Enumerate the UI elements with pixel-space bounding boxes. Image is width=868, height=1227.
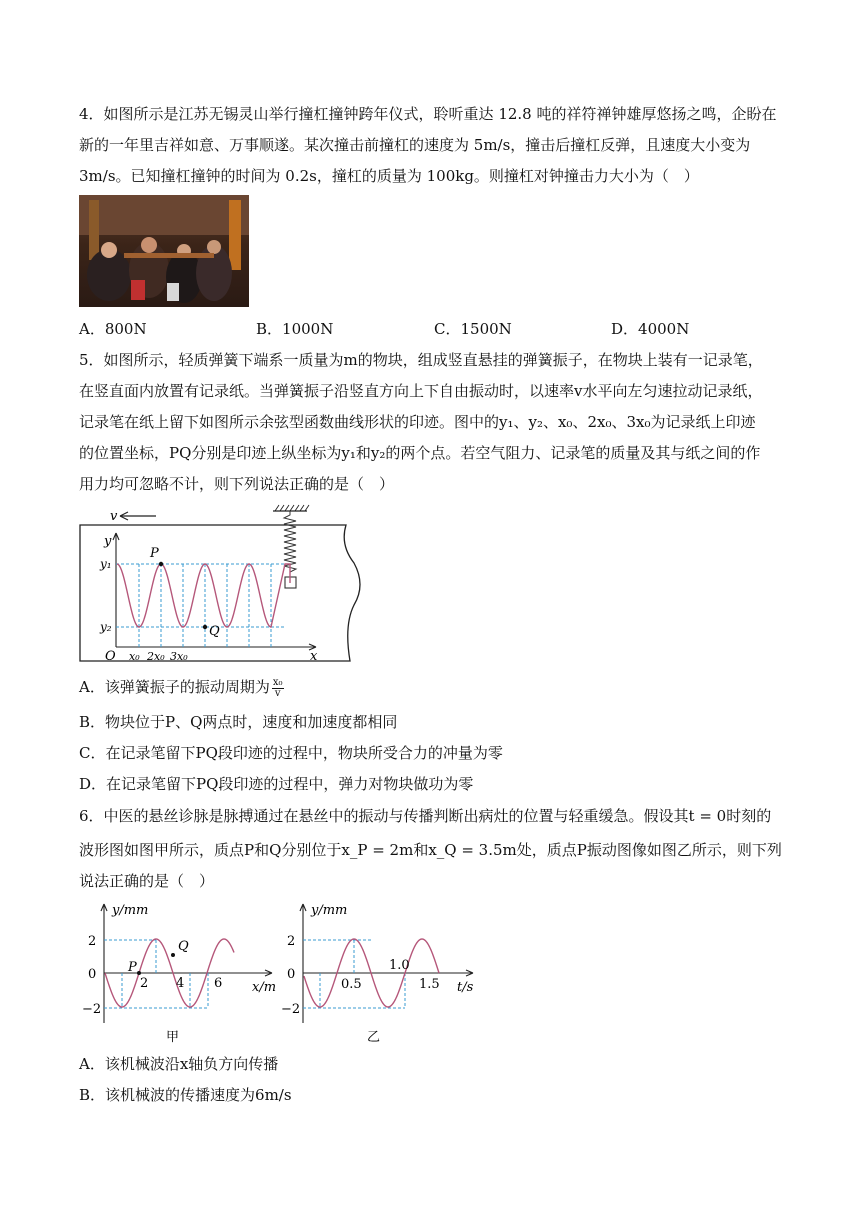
x0-tick-label: x₀ bbox=[129, 650, 140, 663]
yi-t-tick-1-5: 1.5 bbox=[419, 977, 440, 992]
jia-p-label: P bbox=[128, 960, 137, 975]
q4-text-line3: 3m/s。已知撞杠撞钟的时间为 0.2s，撞杠的质量为 100kg。则撞杠对钟撞击力大小为（ ） bbox=[79, 167, 699, 185]
q4-text-line1: 4．如图所示是江苏无锡灵山举行撞杠撞钟跨年仪式，聆听重达 12.8 吨的祥符禅钟雄厚悠扬之鸣，企盼在 bbox=[79, 105, 777, 123]
q5-text-line4: 的位置坐标，PQ分别是印迹上纵坐标为y₁和y₂的两个点。若空气阻力、记录笔的质量及其与纸之间的作 bbox=[79, 444, 761, 462]
q-label: Q bbox=[209, 624, 220, 639]
vibration-figure-yi bbox=[281, 898, 485, 1048]
q6-text-line1: 6．中医的悬丝诊脉是脉搏通过在悬丝中的振动与传播判断出病灶的位置与轻重缓急。假设其t = 0时刻的 bbox=[79, 807, 772, 825]
q5-text-line2: 在竖直面内放置有记录纸。当弹簧振子沿竖直方向上下自由振动时，以速率v水平向左匀速拉动记录纸， bbox=[79, 382, 763, 400]
q5-option-a-text: A．该弹簧振子的振动周期为 bbox=[79, 678, 270, 696]
x0-2-tick-label: 2x₀ bbox=[147, 650, 165, 663]
q4-text-line2: 新的一年里吉祥如意、万事顺遂。某次撞击前撞杠的速度为 5m/s，撞击后撞杠反弹，且速度大小变为 bbox=[79, 136, 751, 154]
q5-option-a[interactable] bbox=[79, 677, 284, 699]
jia-point-p bbox=[137, 971, 141, 975]
jia-x-tick-4: 4 bbox=[176, 976, 185, 991]
y2-label: y₂ bbox=[100, 620, 112, 634]
q5-option-d[interactable]: D．在记录笔留下PQ段印迹的过程中，弹力对物块做功为零 bbox=[79, 775, 474, 793]
jia-x-tick-2: 2 bbox=[140, 976, 149, 991]
yi-t-label: t/s bbox=[457, 980, 474, 995]
q6-option-b[interactable]: B．该机械波的传播速度为6m/s bbox=[79, 1086, 292, 1104]
jia-x-label: x/m bbox=[252, 980, 277, 995]
jia-point-q bbox=[171, 953, 175, 957]
jia-caption: 甲 bbox=[166, 1030, 180, 1045]
q6-option-a[interactable]: A．该机械波沿x轴负方向传播 bbox=[79, 1055, 279, 1073]
q5-option-b[interactable]: B．物块位于P、Q两点时，速度和加速度都相同 bbox=[79, 713, 398, 731]
q4-option-d[interactable]: D．4000N bbox=[611, 320, 690, 338]
q5-text-line5: 用力均可忽略不计，则下列说法正确的是（ ） bbox=[79, 475, 395, 493]
jia-y-zero-label: 0 bbox=[88, 967, 97, 982]
point-p bbox=[159, 562, 163, 566]
jia-x-tick-6: 6 bbox=[214, 976, 223, 991]
velocity-label: v bbox=[110, 509, 118, 524]
jia-y-bottom-label: −2 bbox=[82, 1002, 102, 1017]
record-paper bbox=[80, 525, 360, 661]
q4-option-b[interactable]: B．1000N bbox=[256, 320, 334, 338]
spring-oscillator-figure bbox=[78, 505, 368, 667]
q4-option-c[interactable]: C．1500N bbox=[434, 320, 512, 338]
yi-t-tick-1-0: 1.0 bbox=[389, 958, 410, 973]
q5-text-line3: 记录笔在纸上留下如图所示余弦型函数曲线形状的印迹。图中的y₁、y₂、x₀、2x₀、3x₀为记录纸上印迹 bbox=[79, 413, 756, 431]
origin-label: O bbox=[105, 649, 116, 664]
y-axis-label: y bbox=[104, 534, 112, 549]
yi-y-label: y/mm bbox=[311, 903, 348, 918]
q4-options bbox=[79, 318, 779, 338]
yi-caption: 乙 bbox=[367, 1030, 381, 1045]
jia-q-label: Q bbox=[178, 939, 189, 954]
x0-3-tick-label: 3x₀ bbox=[170, 650, 188, 663]
yi-t-tick-0-5: 0.5 bbox=[341, 977, 362, 992]
jia-y-top-label: 2 bbox=[88, 934, 97, 949]
q6-text-line2: 波形图如图甲所示，质点P和Q分别位于x_P = 2m和x_Q = 3.5m处，质点P振动图像如图乙所示，则下列 bbox=[79, 841, 782, 859]
p-label: P bbox=[150, 546, 159, 561]
q5-text-line1: 5．如图所示，轻质弹簧下端系一质量为m的物块，组成竖直悬挂的弹簧振子，在物块上装有一记录笔， bbox=[79, 351, 763, 369]
point-q bbox=[203, 625, 207, 629]
q5-option-a-fraction: $\frac{\text{x₀}}{v}$ bbox=[272, 676, 283, 699]
yi-y-zero-label: 0 bbox=[287, 967, 296, 982]
bell-ceremony-photo bbox=[79, 195, 249, 307]
q5-option-c[interactable]: C．在记录笔留下PQ段印迹的过程中，物块所受合力的冲量为零 bbox=[79, 744, 503, 762]
yi-y-bottom-label: −2 bbox=[281, 1002, 301, 1017]
q6-text-line3: 说法正确的是（ ） bbox=[79, 872, 215, 890]
q4-option-a[interactable]: A．800N bbox=[79, 320, 147, 338]
yi-y-top-label: 2 bbox=[287, 934, 296, 949]
ceiling-hatch bbox=[275, 505, 309, 511]
y1-label: y₁ bbox=[100, 557, 112, 571]
wave-figure-jia bbox=[82, 898, 282, 1048]
x-axis-label: x bbox=[310, 649, 318, 664]
jia-y-label: y/mm bbox=[112, 903, 149, 918]
cosine-trace bbox=[117, 564, 290, 627]
